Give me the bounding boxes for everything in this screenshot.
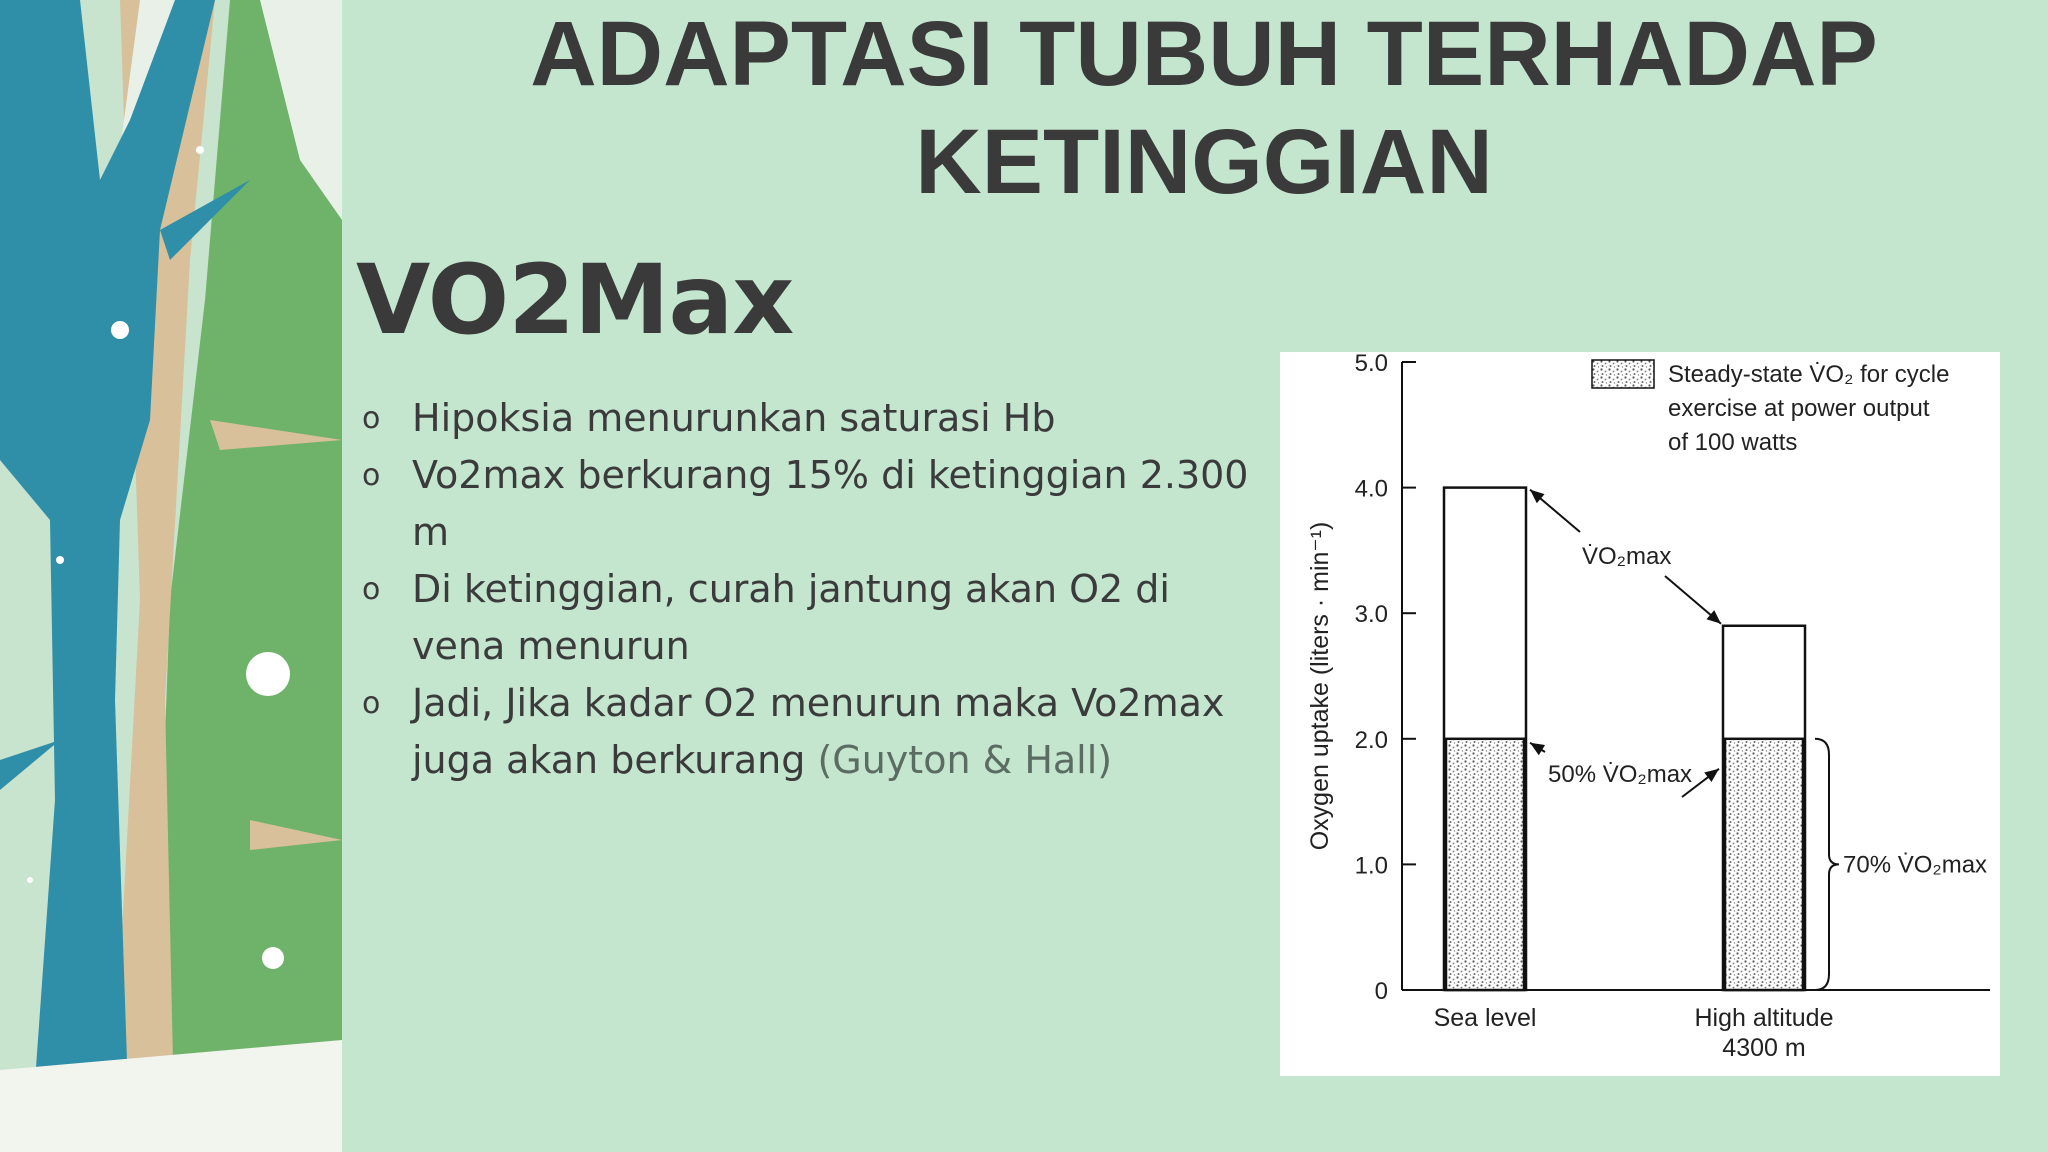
bullet-text: Vo2max berkurang 15% di ketinggian 2.300 m (412, 453, 1249, 554)
vo2max-annotation: V̇O₂max (1582, 543, 1672, 570)
title-line-1: ADAPTASI TUBUH TERHADAP (530, 3, 1878, 105)
citation: (Guyton & Hall) (817, 738, 1113, 782)
bullet-text-continuation: juga akan berkurang (412, 738, 818, 782)
bullet-item (356, 675, 1256, 789)
fifty-pct-annotation: 50% V̇O₂max (1548, 761, 1693, 788)
x-tick-sublabel: 4300 m (1722, 1034, 1806, 1062)
arrow-to-sea-level-50pct-head (1530, 743, 1545, 755)
y-tick-label: 4.0 (1354, 475, 1388, 503)
forest-illustration (0, 0, 342, 1152)
brace-70pct (1815, 739, 1839, 990)
bullet-list (356, 390, 1256, 789)
bullet-marker: o (362, 458, 381, 493)
bar-steady-state (1725, 739, 1803, 990)
slide-title (360, 0, 2048, 216)
bullet-marker: o (362, 401, 381, 436)
y-tick-label: 3.0 (1354, 601, 1388, 629)
arrow-to-high-altitude-steady-head (1704, 769, 1719, 782)
legend-layer (1592, 360, 1949, 456)
y-tick-label: 2.0 (1354, 726, 1388, 754)
y-axis-label: Oxygen uptake (liters · min⁻¹) (1306, 521, 1334, 851)
vo2-chart-svg (1280, 352, 2000, 1076)
y-tick-label: 0 (1374, 978, 1388, 1005)
x-tick-label: Sea level (1433, 1004, 1537, 1032)
bullet-marker: o (362, 686, 381, 721)
legend-swatch (1592, 360, 1654, 388)
legend-text: of 100 watts (1668, 429, 1798, 456)
title-line-2: KETINGGIAN (915, 111, 1493, 213)
slide-subtitle: VO2Max (356, 244, 794, 356)
legend-text: Steady-state V̇O₂ for cycle (1668, 361, 1950, 388)
y-tick-label: 1.0 (1354, 852, 1388, 880)
y-tick-label: 5.0 (1354, 352, 1388, 377)
vo2-chart (1280, 352, 2000, 1076)
bullet-text: Jadi, Jika kadar O2 menurun maka Vo2max (412, 681, 1225, 725)
legend-text: exercise at power output (1668, 395, 1930, 422)
bullet-text: Di ketinggian, curah jantung akan O2 di (412, 567, 1170, 611)
seventy-pct-annotation: 70% V̇O₂max (1843, 851, 1988, 879)
axes-layer (1306, 352, 1990, 1062)
x-tick-label: High altitude (1694, 1004, 1834, 1032)
bullet-item (356, 447, 1256, 561)
bullet-marker: o (362, 572, 381, 607)
bullet-item (356, 561, 1256, 675)
bullet-item (356, 390, 1256, 447)
bullet-text-continuation: vena menurun (412, 624, 690, 668)
bar-steady-state (1446, 739, 1524, 990)
bullet-text: Hipoksia menurunkan saturasi Hb (412, 396, 1056, 440)
